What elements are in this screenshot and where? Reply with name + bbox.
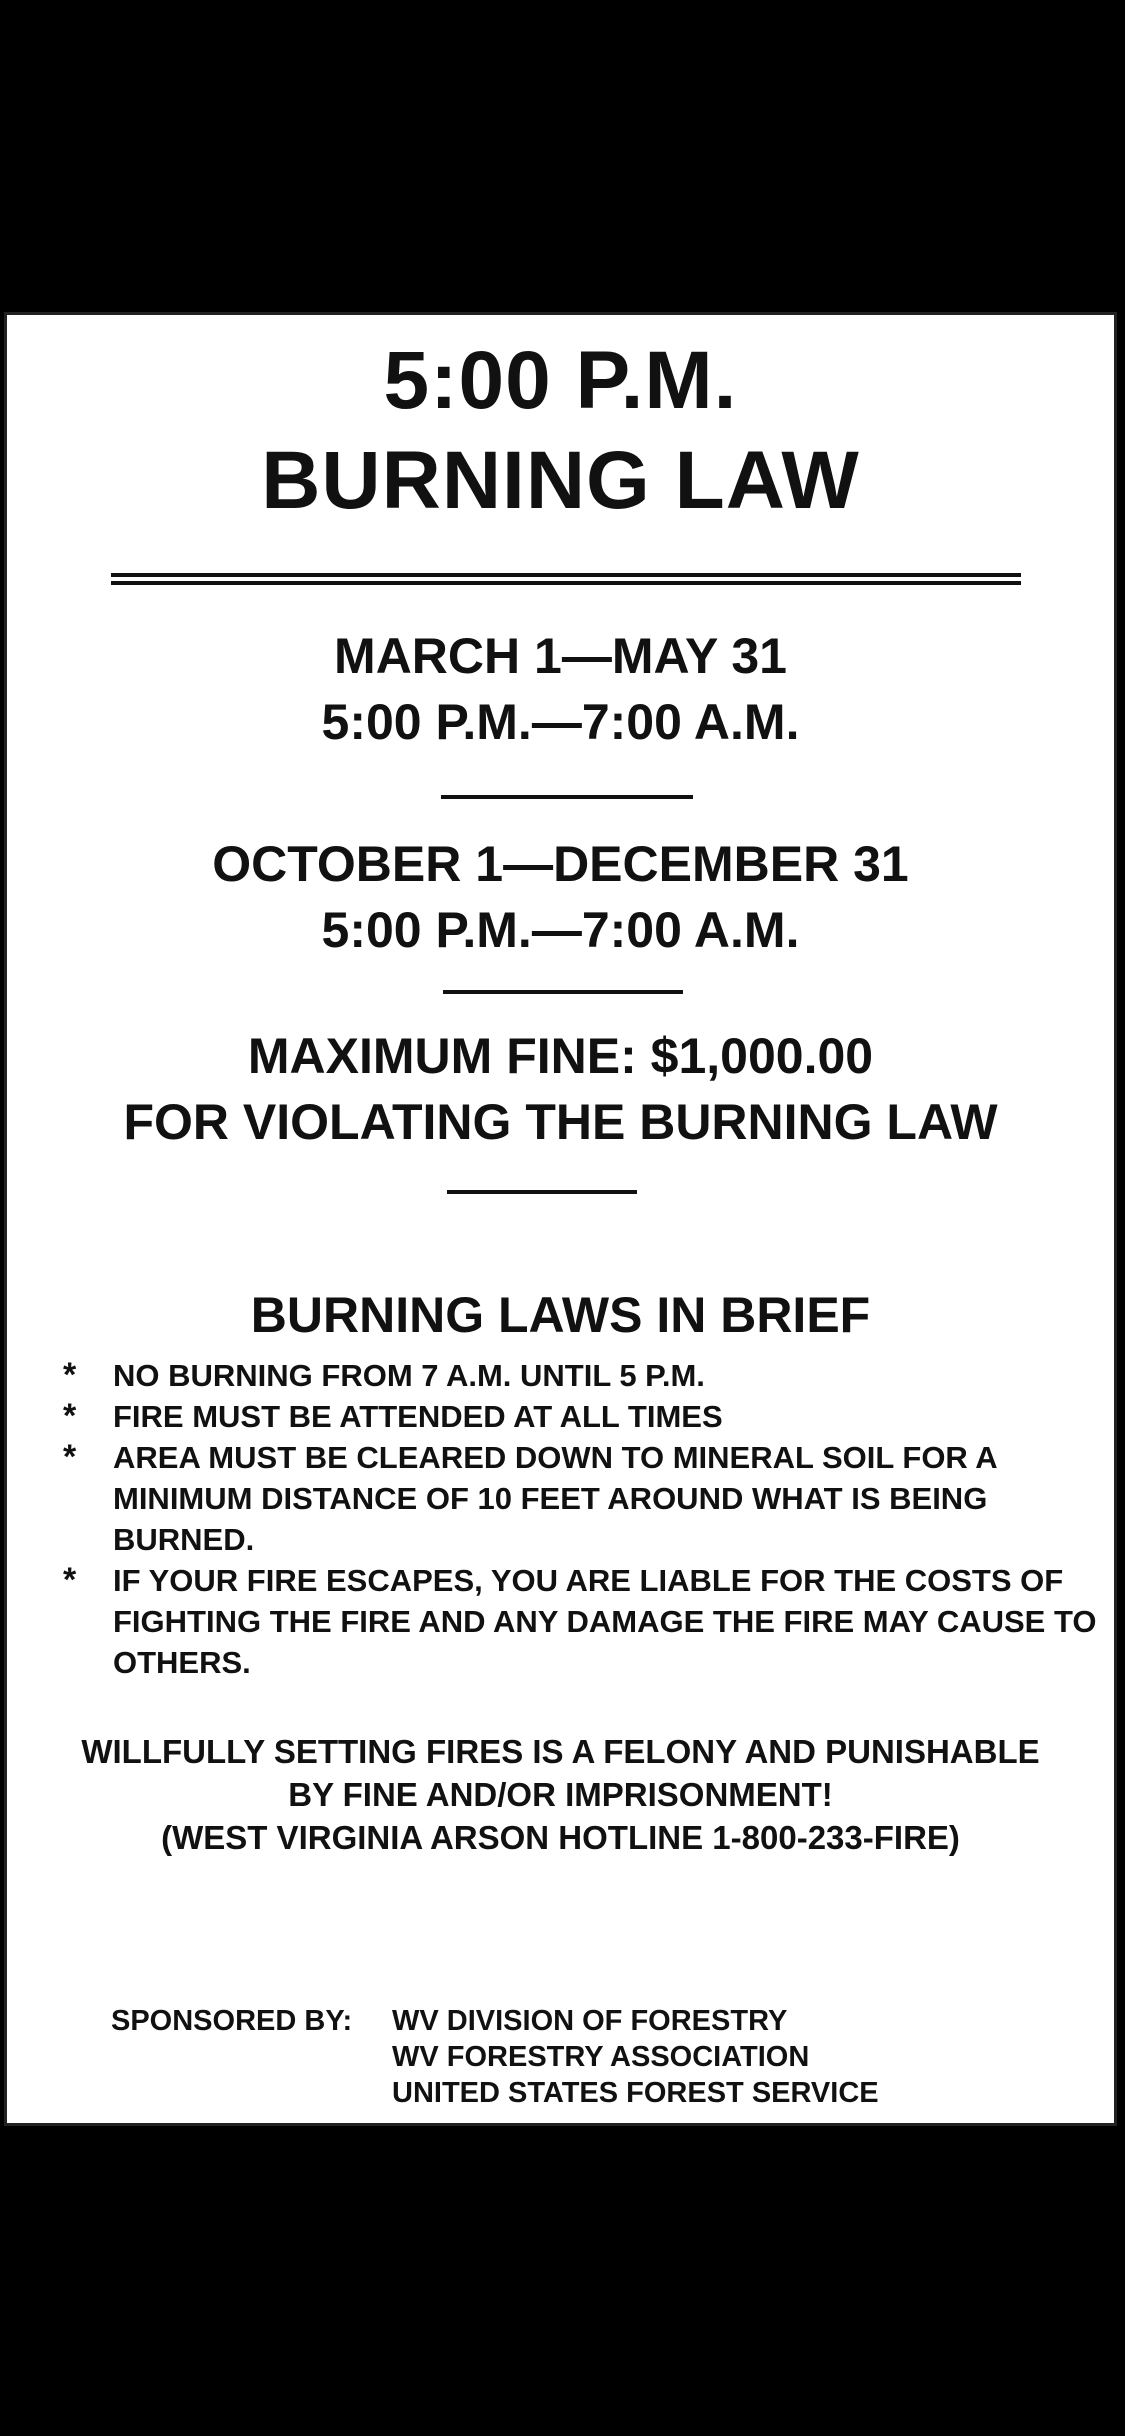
asterisk-icon: * — [63, 1438, 77, 1476]
asterisk-icon: * — [63, 1356, 77, 1394]
brief-heading: BURNING LAWS IN BRIEF — [250, 1287, 871, 1343]
fine-divider-bottom — [447, 1190, 637, 1194]
asterisk-icon: * — [63, 1561, 77, 1599]
period-divider — [441, 795, 693, 799]
list-item — [63, 1560, 1113, 1683]
list-item-text: IF YOUR FIRE ESCAPES, YOU ARE LIABLE FOR THE COSTS OF FIGHTING THE FIRE AND ANY DAMAGE THE FIRE MAY CAUSE TO OTHERS. — [113, 1563, 1097, 1680]
list-item — [63, 1355, 1113, 1396]
fall-hours: 5:00 P.M.—7:00 A.M. — [321, 902, 800, 958]
sponsor-list — [392, 2003, 879, 2111]
burning-law-poster — [4, 312, 1117, 2126]
title-law: BURNING LAW — [261, 435, 860, 526]
maximum-fine: MAXIMUM FINE: $1,000.00 — [247, 1028, 874, 1084]
fine-description: FOR VIOLATING THE BURNING LAW — [123, 1094, 998, 1150]
spring-dates: MARCH 1—MAY 31 — [334, 628, 787, 684]
list-item-text: NO BURNING FROM 7 A.M. UNTIL 5 P.M. — [113, 1358, 705, 1393]
list-item: WV DIVISION OF FORESTRY — [392, 2005, 788, 2037]
title-divider — [111, 573, 1021, 585]
arson-hotline: (WEST VIRGINIA ARSON HOTLINE 1-800-233-FIRE) — [161, 1819, 960, 1856]
list-item — [63, 1437, 1113, 1560]
felony-warning: WILLFULLY SETTING FIRES IS A FELONY AND PUNISHABLE — [81, 1733, 1040, 1770]
sponsor-label: SPONSORED BY: — [111, 2005, 353, 2037]
title-time: 5:00 P.M. — [383, 335, 738, 426]
penalty-warning: BY FINE AND/OR IMPRISONMENT! — [288, 1776, 833, 1813]
list-item-text: FIRE MUST BE ATTENDED AT ALL TIMES — [113, 1399, 723, 1434]
list-item — [63, 1396, 1113, 1437]
list-item: UNITED STATES FOREST SERVICE — [392, 2077, 879, 2109]
spring-hours: 5:00 P.M.—7:00 A.M. — [321, 694, 800, 750]
brief-list — [63, 1355, 1113, 1683]
fine-divider-top — [443, 990, 683, 994]
asterisk-icon: * — [63, 1397, 77, 1435]
fall-dates: OCTOBER 1—DECEMBER 31 — [212, 836, 909, 892]
list-item-text: AREA MUST BE CLEARED DOWN TO MINERAL SOIL FOR A MINIMUM DISTANCE OF 10 FEET AROUND WHAT IS BEING BURNED. — [113, 1440, 997, 1557]
list-item: WV FORESTRY ASSOCIATION — [392, 2041, 810, 2073]
